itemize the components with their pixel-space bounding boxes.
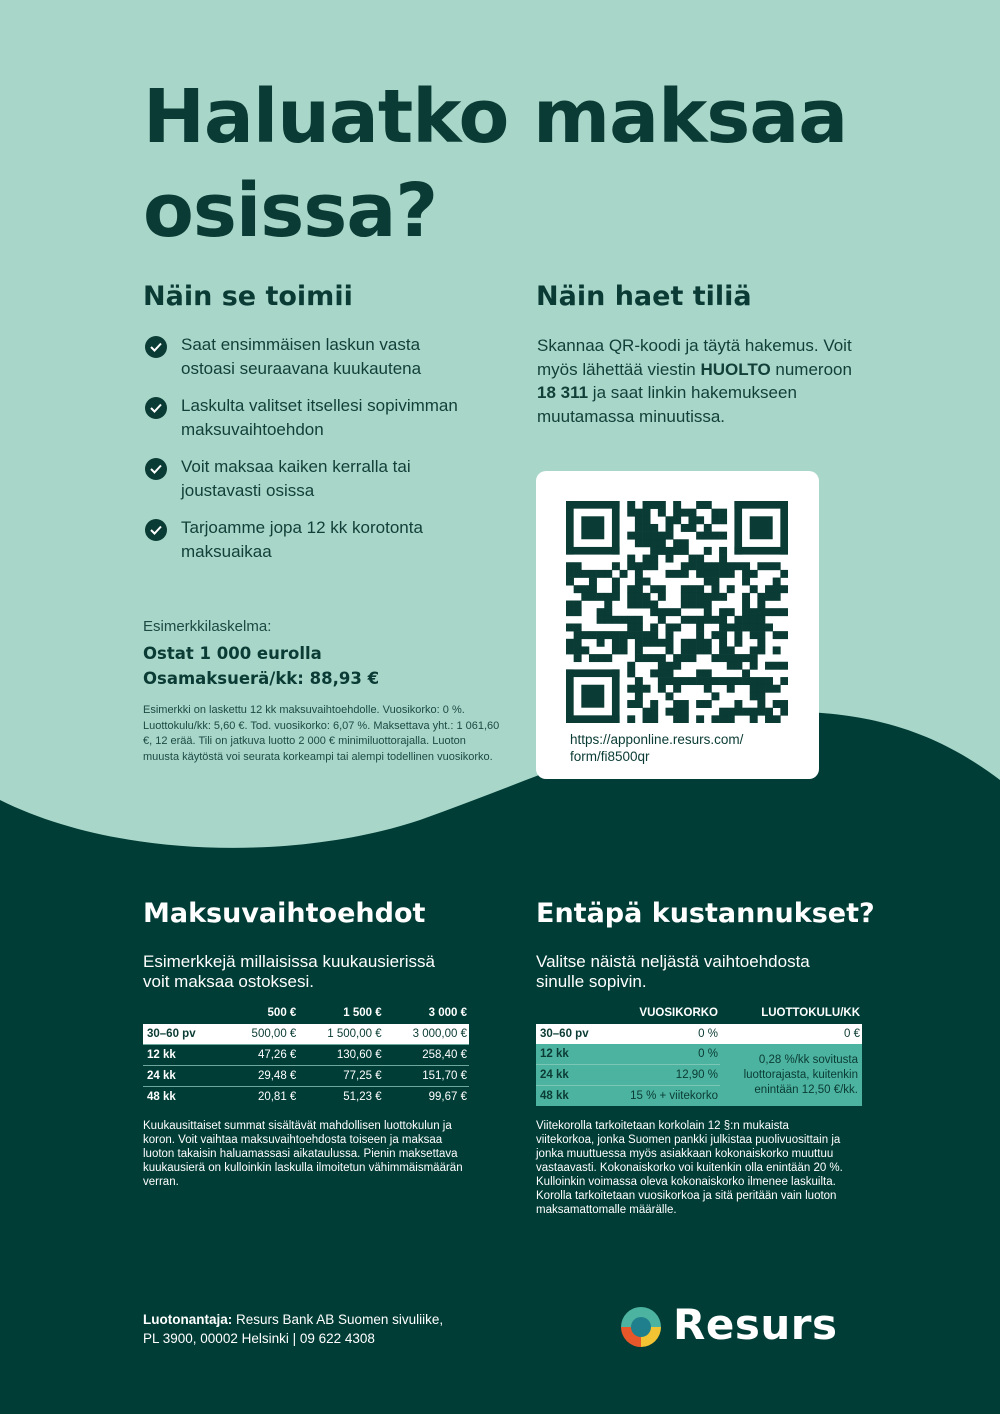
footer-lender: Luotonantaja: Resurs Bank AB Suomen sivuliike, PL 3900, 00002 Helsinki | 09 622 4308 — [143, 1312, 444, 1346]
list-item-text: Voit maksaa kaiken kerralla tai joustavasti osissa — [181, 457, 411, 500]
qr-url[interactable]: https://apponline.resurs.com/ form/fi8500qr — [570, 732, 744, 764]
table-header — [536, 1002, 616, 1024]
sms-keyword: HUOLTO — [700, 359, 771, 379]
how-it-works-title: Näin se toimii — [143, 281, 353, 312]
table-row: 24 kk 29,48 € 77,25 € 151,70 € — [143, 1066, 469, 1087]
list-item — [145, 455, 505, 502]
get-account-text: Skannaa QR-koodi ja täytä hakemus. Voit myös lähettää viestin HUOLTO numeroon 18 311 ja saat linkin hakemukseen muutamassa minuutissa. — [537, 336, 852, 426]
table-row: 30–60 pv 500,00 € 1 500,00 € 3 000,00 € — [143, 1024, 469, 1045]
table-row: 12 kk 0 % 0,28 %/kk sovitusta luottorajasta, kuitenkin enintään 12,50 €/kk. — [536, 1044, 862, 1065]
payment-options-table — [143, 1002, 469, 1107]
table-header: 1 500 € — [343, 1007, 382, 1019]
costs-title: Entäpä kustannukset? — [536, 898, 875, 929]
list-item-text: Saat ensimmäisen laskun vasta ostoasi seuraavana kuukautena — [181, 335, 422, 378]
table-row: 12 kk 47,26 € 130,60 € 258,40 € — [143, 1045, 469, 1066]
resurs-logo — [617, 1301, 862, 1349]
payment-options-title: Maksuvaihtoehdot — [143, 898, 426, 929]
table-header: LUOTTOKULU/KK — [761, 1007, 860, 1019]
payment-options-subtitle: Esimerkkejä millaisissa kuukausierissä voit maksaa ostoksesi. — [143, 952, 435, 991]
table-row: 30–60 pv 0 % 0 € — [536, 1024, 862, 1044]
table-header — [143, 1002, 227, 1024]
check-icon — [145, 519, 167, 541]
table-row: 24 kk 12,90 % — [536, 1065, 862, 1086]
payment-options-note: Kuukausittaiset summat sisältävät mahdollisen luottokulun ja koron. Voit vaihtaa maksuvaihtoehdosta toiseen ja maksaa luoton takaisin haluamassasi aikataulussa. Pienin maksettava kuukausierä on kulloinkin laskulla ilmoitetun vähimmäismäärän verran. — [143, 1120, 463, 1188]
example-installment: Osamaksuerä/kk: 88,93 € — [143, 669, 380, 688]
headline-line1: Haluatko maksaa — [143, 74, 848, 160]
example-calculation — [143, 618, 503, 765]
list-item — [145, 333, 505, 380]
list-item — [145, 516, 505, 563]
get-account-title: Näin haet tiliä — [536, 281, 752, 312]
example-fine-print: Esimerkki on laskettu 12 kk maksuvaihtoehdolle. Vuosikorko: 0 %. Luottokulu/kk: 5,60 €. Tod. vuosikorko: 6,07 %. Maksettava yht.: 1 061,60 €, 12 erää. Tili on jatkuva luotto 2 000 € minimiluottorajalla. Luoton muusta käytöstä voi seurata korkeampi tai alempi todellinen vuosikorko. — [143, 704, 500, 763]
qr-card — [536, 471, 819, 779]
check-icon — [145, 458, 167, 480]
headline — [143, 70, 923, 258]
table-row: 48 kk 20,81 € 51,23 € 99,67 € — [143, 1087, 469, 1108]
example-label: Esimerkkilaskelma: — [143, 618, 272, 635]
example-purchase: Ostat 1 000 eurolla — [143, 644, 322, 663]
costs-subtitle: Valitse näistä neljästä vaihtoehdosta sinulle sopivin. — [536, 952, 810, 991]
sms-number: 18 311 — [537, 383, 589, 402]
table-row: 48 kk 15 % + viitekorko — [536, 1086, 862, 1107]
costs-note: Viitekorolla tarkoitetaan korkolain 12 §:n mukaista viitekorkoa, jonka Suomen pankki julkistaa puolivuosittain ja jonka muuttuessa myös asiakkaan kokonaiskorko muuttuu vastaavasti. Kokonaiskorko voi kuitenkin olla enintään 20 %. Kulloinkin voimassa oleva kokonaiskorko ilmenee laskuilta. Korolla tarkoitetaan vuosikorkoa ja sitä peritään vain luoton maksamattomalle määrälle. — [536, 1120, 843, 1216]
costs-table — [536, 1002, 862, 1106]
table-header: 500 € — [267, 1007, 297, 1019]
logo-wordmark: Resurs — [673, 1300, 838, 1349]
check-icon — [145, 397, 167, 419]
table-header: VUOSIKORKO — [639, 1007, 718, 1019]
fee-note: 0,28 %/kk sovitusta luottorajasta, kuitenkin enintään 12,50 €/kk. — [720, 1044, 862, 1106]
list-item-text: Tarjoamme jopa 12 kk korotonta maksuaikaa — [181, 518, 423, 561]
check-icon — [145, 336, 167, 358]
qr-code[interactable] — [566, 501, 788, 723]
list-item — [145, 394, 505, 441]
table-header: 3 000 € — [428, 1007, 467, 1019]
list-item-text: Laskulta valitset itsellesi sopivimman maksuvaihtoehdon — [181, 396, 458, 439]
headline-line2: osissa? — [143, 168, 438, 254]
checklist — [145, 333, 505, 577]
